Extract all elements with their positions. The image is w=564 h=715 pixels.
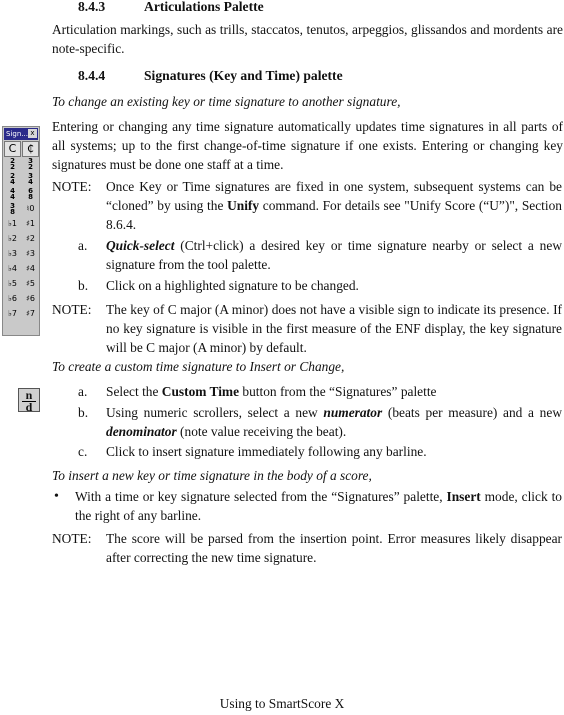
- palette-cell-6-0[interactable]: ♭2: [8, 234, 17, 243]
- palette-cell-0-0[interactable]: C: [4, 141, 21, 157]
- palette-cell-4-1[interactable]: ♮0: [26, 204, 35, 213]
- page-footer: Using to SmartScore X: [219, 696, 345, 711]
- palette-cell-1-0[interactable]: 2 2: [10, 157, 15, 171]
- instruction-heading-custom: To create a custom time signature to Insert or Change,: [52, 359, 345, 374]
- palette-title-bar: [4, 128, 38, 140]
- step-label-c: c.: [78, 444, 88, 459]
- palette-title: Sign...: [6, 130, 28, 138]
- palette-cell-10-0[interactable]: ♭6: [8, 294, 17, 303]
- custom-time-numerator: n: [25, 388, 33, 402]
- quick-select-term: Quick-select: [106, 238, 175, 253]
- custom-time-denominator: d: [25, 400, 33, 414]
- palette-cell-4-0[interactable]: 3 8: [10, 202, 15, 216]
- step-click-highlighted: Click on a highlighted signature to be changed.: [106, 278, 359, 293]
- instruction-heading-change: To change an existing key or time signature to another signature,: [52, 94, 401, 109]
- step-custom-time: Select the Custom Time button from the “Signatures” palette: [106, 384, 437, 399]
- palette-cell-6-1[interactable]: ♯2: [26, 234, 35, 243]
- bullet-insert-mode: With a time or key signature selected from the “Signatures” palette, Insert mode, click to the right of any barline.: [75, 489, 562, 523]
- palette-cell-5-0[interactable]: ♭1: [8, 219, 17, 228]
- palette-cell-10-1[interactable]: ♯6: [26, 294, 35, 303]
- section-title: Articulations Palette: [144, 0, 264, 14]
- signatures-palette: [2, 126, 40, 336]
- note-label: NOTE:: [52, 302, 92, 317]
- instruction-heading-insert: To insert a new key or time signature in the body of a score,: [52, 468, 372, 483]
- palette-cell-7-1[interactable]: ♯3: [26, 249, 35, 258]
- palette-cell-7-0[interactable]: ♭3: [8, 249, 17, 258]
- palette-cell-5-1[interactable]: ♯1: [26, 219, 35, 228]
- palette-cell-0-1[interactable]: ₵: [22, 141, 39, 157]
- section-number: 8.4.3: [78, 0, 106, 14]
- insert-term: Insert: [446, 489, 481, 504]
- close-icon[interactable]: x: [28, 129, 37, 138]
- section-title: Signatures (Key and Time) palette: [144, 68, 343, 83]
- palette-cell-9-1[interactable]: ♯5: [26, 279, 35, 288]
- denominator-term: denominator: [106, 424, 177, 439]
- palette-cell-1-1[interactable]: 3 2: [28, 157, 33, 171]
- step-label-a: a.: [78, 384, 88, 399]
- articulations-paragraph: Articulation markings, such as trills, staccatos, tenutos, arpeggios, glissandos and mordents are note-specific.: [52, 22, 563, 56]
- note-unify: Once Key or Time signatures are fixed in one system, subsequent systems can be “cloned” by using the Unify command. For details see "Unify Score (“U”)", Section 8.6.4.: [106, 179, 562, 232]
- custom-time-term: Custom Time: [161, 384, 240, 399]
- palette-cell-8-1[interactable]: ♯4: [26, 264, 35, 273]
- palette-cell-11-1[interactable]: ♯7: [26, 309, 35, 318]
- numerator-term: numerator: [323, 405, 383, 420]
- palette-cell-3-1[interactable]: 6 8: [28, 187, 33, 201]
- bullet-marker: •: [54, 489, 59, 504]
- section-number: 8.4.4: [78, 68, 106, 83]
- step-label-b: b.: [78, 405, 89, 420]
- note-c-major: The key of C major (A minor) does not have a visible sign to indicate its presence. If no key signature is visible in the first measure of the ENF display, the key signature will be C major (A minor) by default.: [106, 302, 562, 355]
- unify-command: Unify: [227, 198, 260, 213]
- step-numeric-scrollers: Using numeric scrollers, select a new numerator (beats per measure) and a new denominator (note value receiving the beat).: [106, 405, 562, 439]
- note-parsing: The score will be parsed from the insertion point. Error measures likely disappear after correcting the new time signature.: [106, 531, 562, 565]
- palette-cell-11-0[interactable]: ♭7: [8, 309, 17, 318]
- palette-cell-8-0[interactable]: ♭4: [8, 264, 17, 273]
- note-label: NOTE:: [52, 531, 92, 546]
- palette-cell-9-0[interactable]: ♭5: [8, 279, 17, 288]
- step-label-b: b.: [78, 278, 89, 293]
- note-label: NOTE:: [52, 179, 92, 194]
- palette-cell-3-0[interactable]: 4 4: [10, 187, 15, 201]
- step-quick-select: Quick-select (Ctrl+click) a desired key or time signature nearby or select a new signature from the tool palette.: [106, 238, 562, 272]
- palette-cell-2-0[interactable]: 2 4: [10, 172, 15, 186]
- signatures-paragraph: Entering or changing any time signature automatically updates time signatures in all parts of all systems; up to the first change-of-time signature if one exists. Entering or changing key signatures must be done one staff at a time.: [52, 119, 563, 172]
- step-label-a: a.: [78, 238, 88, 253]
- step-click-insert: Click to insert signature immediately following any barline.: [106, 444, 427, 459]
- palette-cell-2-1[interactable]: 3 4: [28, 172, 33, 186]
- custom-time-button[interactable]: [18, 388, 40, 412]
